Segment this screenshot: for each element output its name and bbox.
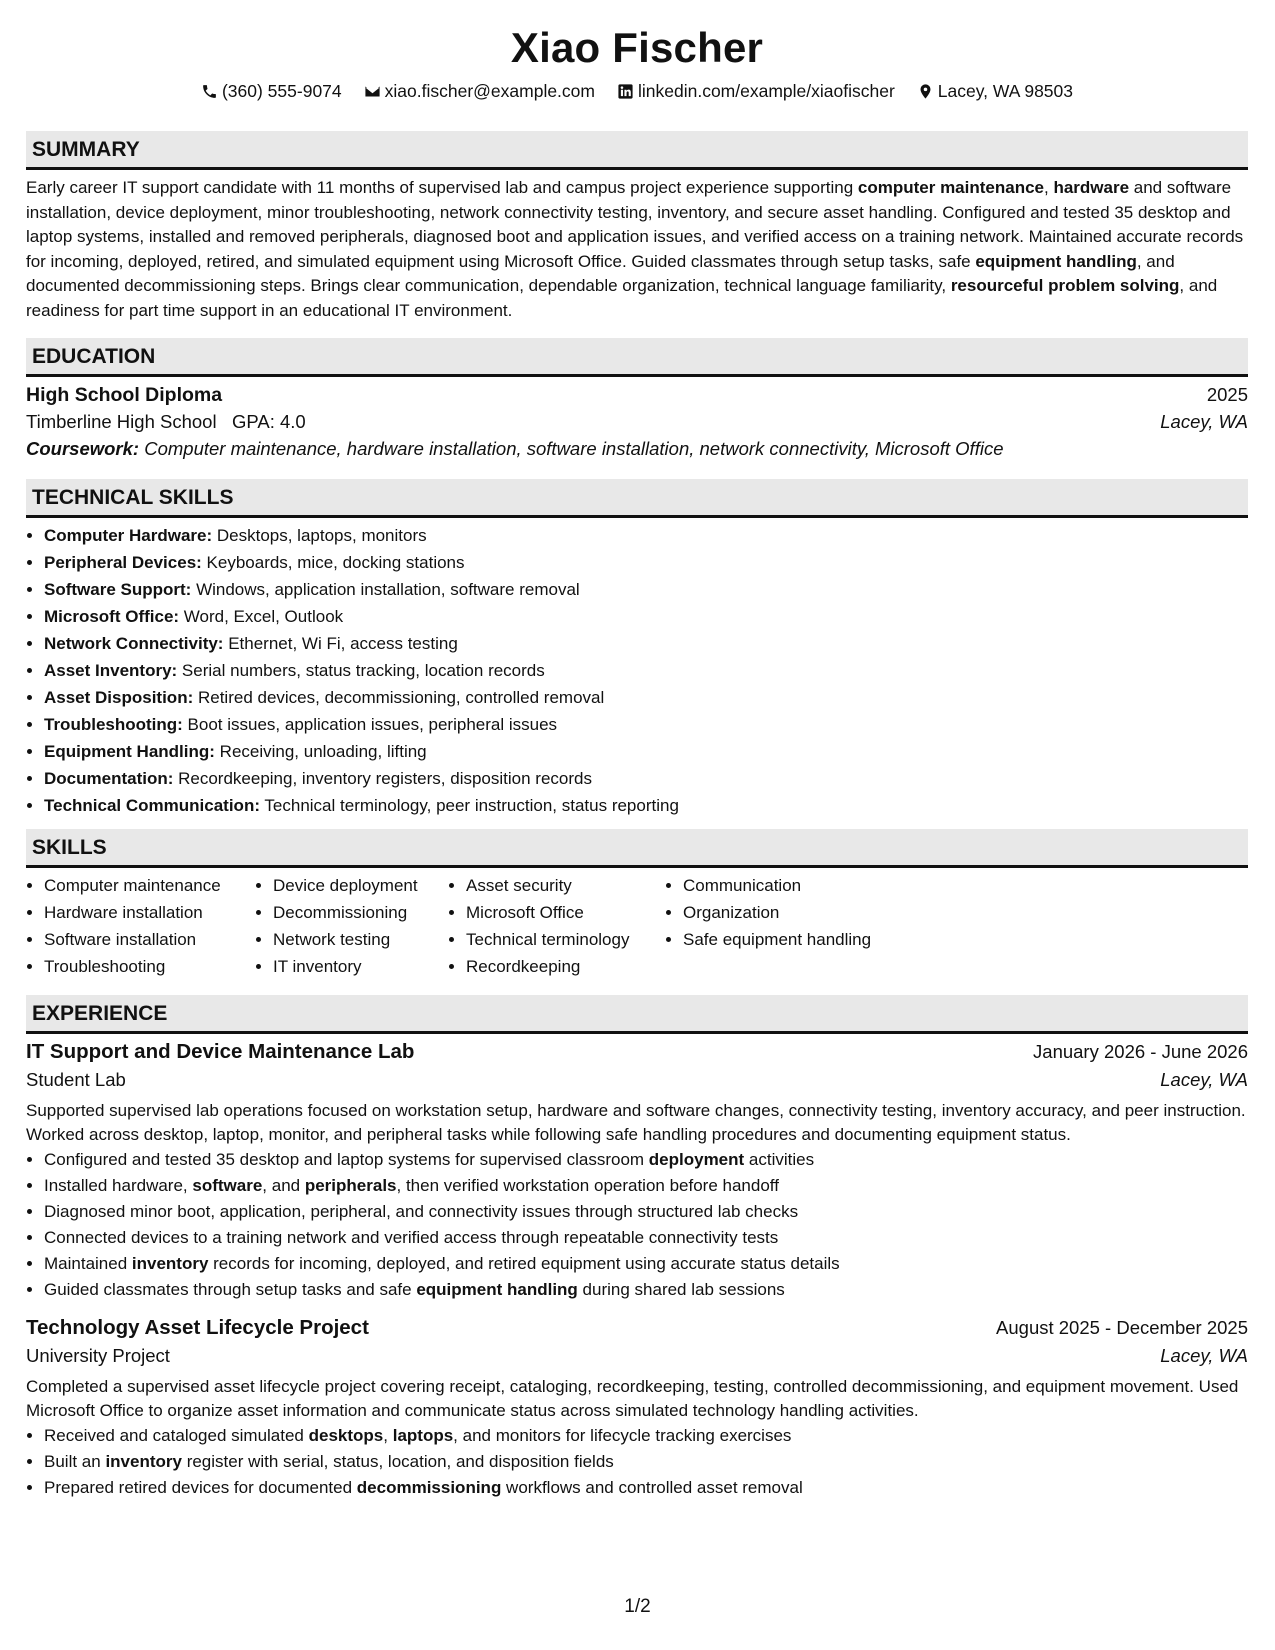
job-organization: University Project: [26, 1345, 170, 1366]
summary-segment-bold: equipment handling: [975, 251, 1137, 271]
job-description: Completed a supervised asset lifecycle project covering receipt, cataloging, recordkeeping, testing, controlled decommissioning, and equipment movement. Used Microsoft Office to organize asset information and communicate status across simulated technology handling activities.: [26, 1377, 1239, 1420]
job-bullet: [44, 1225, 1248, 1251]
coursework-line: [26, 438, 1248, 460]
school-name: Timberline High School: [26, 411, 217, 432]
technical-skill-item: [44, 765, 1248, 792]
skill-item: • IT inventory: [273, 953, 448, 980]
technical-skill-item: [44, 549, 1248, 576]
resume-page: [26, 22, 1248, 1501]
technical-skill-label: Troubleshooting:: [44, 715, 183, 734]
technical-skill-label: Documentation:: [44, 769, 174, 788]
education-row-2: [26, 411, 1248, 433]
job-location: Lacey, WA: [1160, 1345, 1248, 1366]
job-bullet: [44, 1173, 1248, 1199]
skills-grid: [26, 872, 1248, 980]
bullet-segment-text: Maintained: [44, 1254, 132, 1273]
bullet-segment-text: , then verified workstation operation before handoff: [396, 1176, 779, 1195]
skill-item: • Software installation: [44, 926, 255, 953]
linkedin-icon: [617, 83, 634, 100]
technical-skill-value: Desktops, laptops, monitors: [212, 526, 427, 545]
skill-item: • Organization: [683, 899, 895, 926]
coursework-label: Coursework:: [26, 438, 140, 459]
experience-entry: [26, 1040, 1248, 1303]
bullet-segment-bold: laptops: [392, 1426, 454, 1445]
summary-segment-bold: hardware: [1053, 178, 1130, 197]
summary-segment-text: , and documented decommissioning steps. Brings clear communication, dependable organization, technical language familiarity,: [26, 251, 1175, 295]
bullet-segment-text: Received and cataloged simulated: [44, 1426, 309, 1445]
experience-list: [26, 1040, 1248, 1501]
bullet-segment-text: Guided classmates through setup tasks and safe: [44, 1280, 417, 1299]
phone-icon: [201, 83, 218, 100]
degree-title: High School Diploma: [26, 384, 223, 406]
technical-skill-label: Microsoft Office:: [44, 607, 180, 626]
job-bullet: [44, 1251, 1248, 1277]
technical-skill-label: Asset Disposition:: [44, 688, 194, 707]
job-bullet: [44, 1449, 1248, 1475]
bullet-segment-text: Prepared retired devices for documented: [44, 1478, 357, 1497]
technical-skill-item: [44, 711, 1248, 738]
skills-column: [255, 872, 448, 980]
bullet-segment-bold: inventory: [105, 1452, 182, 1471]
graduation-year: 2025: [1206, 384, 1248, 405]
skill-item: • Device deployment: [273, 872, 448, 899]
skill-item: • Recordkeeping: [466, 953, 665, 980]
skill-item: • Microsoft Office: [466, 899, 665, 926]
bullet-segment-text: Installed hardware,: [44, 1176, 193, 1195]
school-location: Lacey, WA: [1160, 411, 1248, 432]
job-bullets: [26, 1423, 1248, 1501]
technical-skill-value: Technical terminology, peer instruction, status reporting: [260, 796, 679, 815]
skill-item: • Decommissioning: [273, 899, 448, 926]
bullet-segment-text: Diagnosed minor boot, application, peripheral, and connectivity issues through structured lab checks: [44, 1202, 799, 1221]
experience-org-row: [26, 1069, 1248, 1091]
technical-skill-item: [44, 576, 1248, 603]
technical-skill-item: [44, 738, 1248, 765]
technical-skill-item: [44, 522, 1248, 549]
summary-segment-bold: resourceful problem solving: [950, 276, 1180, 295]
job-bullet: [44, 1199, 1248, 1225]
job-bullet: [44, 1475, 1248, 1501]
skill-item: • Safe equipment handling: [683, 926, 895, 953]
contact-email[interactable]: [364, 80, 595, 102]
skill-item: • Technical terminology: [466, 926, 665, 953]
summary-segment-text: ,: [1044, 178, 1054, 197]
phone-text: (360) 555-9074: [221, 81, 342, 101]
bullet-segment-text: records for incoming, deployed, and retired equipment using accurate status details: [208, 1254, 840, 1273]
education-row-1: [26, 384, 1248, 407]
job-organization: Student Lab: [26, 1069, 126, 1090]
technical-skill-label: Peripheral Devices:: [44, 553, 202, 572]
technical-skill-value: Retired devices, decommissioning, controlled removal: [193, 688, 605, 707]
section-heading-skills: SKILLS: [26, 829, 1248, 868]
section-heading-summary: SUMMARY: [26, 131, 1248, 170]
page-number: 1/2: [624, 1596, 651, 1617]
job-description: Supported supervised lab operations focused on workstation setup, hardware and software changes, connectivity testing, inventory accuracy, and peer instruction. Worked across desktop, laptop, monitor, and peripheral tasks while following safe handling procedures and documenting equipment status.: [26, 1101, 1246, 1144]
summary-text: [26, 176, 1248, 323]
technical-skill-item: [44, 630, 1248, 657]
location-text: Lacey, WA 98503: [937, 81, 1074, 101]
job-title: IT Support and Device Maintenance Lab: [26, 1040, 415, 1063]
experience-entry: [26, 1316, 1248, 1501]
job-bullet: [44, 1423, 1248, 1449]
summary-segment-text: Early career IT support candidate with 11 months of supervised lab and campus project experience supporting: [26, 178, 858, 197]
job-bullets: [26, 1147, 1248, 1303]
bullet-segment-bold: inventory: [131, 1254, 209, 1273]
bullet-segment-text: Built an: [44, 1452, 106, 1471]
bullet-segment-bold: desktops: [308, 1426, 384, 1445]
technical-skill-value: Ethernet, Wi Fi, access testing: [223, 634, 458, 653]
envelope-icon: [364, 83, 381, 100]
contact-phone: [201, 80, 342, 102]
skill-item: • Communication: [683, 872, 895, 899]
bullet-segment-bold: decommissioning: [356, 1478, 502, 1497]
skill-item: • Troubleshooting: [44, 953, 255, 980]
linkedin-text[interactable]: linkedin.com/example/xiaofischer: [637, 81, 895, 101]
technical-skill-value: Keyboards, mice, docking stations: [201, 553, 465, 572]
technical-skill-value: Boot issues, application issues, peripheral issues: [182, 715, 558, 734]
technical-skill-item: [44, 684, 1248, 711]
skill-item: • Network testing: [273, 926, 448, 953]
education-section: [26, 338, 1248, 460]
summary-section: [26, 131, 1248, 323]
skills-column: [665, 872, 895, 980]
bullet-segment-bold: deployment: [648, 1150, 745, 1169]
summary-segment-bold: computer maintenance: [857, 178, 1044, 197]
technical-skill-item: [44, 603, 1248, 630]
bullet-segment-text: ,: [383, 1426, 393, 1445]
skill-item: • Computer maintenance: [44, 872, 255, 899]
bullet-segment-text: register with serial, status, location, and disposition fields: [181, 1452, 614, 1471]
section-heading-experience: EXPERIENCE: [26, 995, 1248, 1034]
experience-org-row: [26, 1345, 1248, 1367]
section-heading-education: EDUCATION: [26, 338, 1248, 377]
bullet-segment-text: , and monitors for lifecycle tracking exercises: [453, 1426, 792, 1445]
map-pin-icon: [917, 83, 934, 100]
technical-skill-item: [44, 657, 1248, 684]
bullet-segment-text: , and: [262, 1176, 305, 1195]
bullet-segment-bold: equipment handling: [416, 1280, 578, 1299]
candidate-name: Xiao Fischer: [510, 24, 764, 71]
technical-skill-label: Technical Communication:: [44, 796, 260, 815]
experience-section: [26, 995, 1248, 1501]
job-location: Lacey, WA: [1160, 1069, 1248, 1090]
gpa: GPA: 4.0: [232, 411, 306, 432]
skills-section: [26, 829, 1248, 980]
technical-skills-list: [26, 522, 1248, 819]
contact-linkedin[interactable]: [617, 80, 895, 102]
skill-item: • Asset security: [466, 872, 665, 899]
bullet-segment-text: Configured and tested 35 desktop and laptop systems for supervised classroom: [44, 1150, 649, 1169]
bullet-segment-bold: peripherals: [304, 1176, 397, 1195]
technical-skill-value: Recordkeeping, inventory registers, disposition records: [173, 769, 592, 788]
technical-skill-value: Word, Excel, Outlook: [179, 607, 344, 626]
bullet-segment-text: during shared lab sessions: [577, 1280, 785, 1299]
job-title: Technology Asset Lifecycle Project: [26, 1316, 369, 1339]
skill-item: • Hardware installation: [44, 899, 255, 926]
summary-segment-text: , and readiness for part time support in an educational IT environment.: [26, 276, 1218, 320]
technical-skill-value: Receiving, unloading, lifting: [214, 742, 427, 761]
technical-skills-section: [26, 479, 1248, 819]
technical-skill-label: Computer Hardware:: [44, 526, 213, 545]
contact-bar: [26, 80, 1248, 102]
job-bullet: [44, 1277, 1248, 1303]
section-heading-technical-skills: TECHNICAL SKILLS: [26, 479, 1248, 518]
skills-column: [448, 872, 665, 980]
technical-skill-label: Asset Inventory:: [44, 661, 178, 680]
technical-skill-value: Serial numbers, status tracking, location records: [177, 661, 545, 680]
school-line: [26, 411, 306, 433]
technical-skill-label: Software Support:: [44, 580, 192, 599]
bullet-segment-text: activities: [744, 1150, 815, 1169]
experience-header-row: [26, 1316, 1248, 1340]
summary-segment-text: and software installation, device deployment, minor troubleshooting, network connectivity testing, inventory, and secure asset handling. Configured and tested 35 desktop and laptop systems, installed and removed peripherals, diagnosed boot and application issues, and verified access on a training network. Maintained accurate records for incoming, deployed, retired, and simulated equipment using Microsoft Office. Guided classmates through setup tasks, safe: [26, 178, 1244, 271]
technical-skill-item: [44, 792, 1248, 819]
job-dates: August 2025 - December 2025: [996, 1317, 1248, 1338]
contact-location: [917, 80, 1073, 102]
job-bullet: [44, 1147, 1248, 1173]
skills-column: [26, 872, 255, 980]
bullet-segment-text: workflows and controlled asset removal: [501, 1478, 803, 1497]
coursework-text: Computer maintenance, hardware installation, software installation, network connectivity, Microsoft Office: [144, 438, 1004, 459]
technical-skill-value: Windows, application installation, software removal: [191, 580, 580, 599]
technical-skill-label: Network Connectivity:: [44, 634, 224, 653]
experience-header-row: [26, 1040, 1248, 1064]
bullet-segment-bold: software: [192, 1176, 263, 1195]
technical-skill-label: Equipment Handling:: [44, 742, 215, 761]
email-text[interactable]: xiao.fischer@example.com: [384, 81, 595, 101]
bullet-segment-text: Connected devices to a training network and verified access through repeatable connectivity tests: [44, 1228, 779, 1247]
job-dates: January 2026 - June 2026: [1033, 1041, 1248, 1062]
